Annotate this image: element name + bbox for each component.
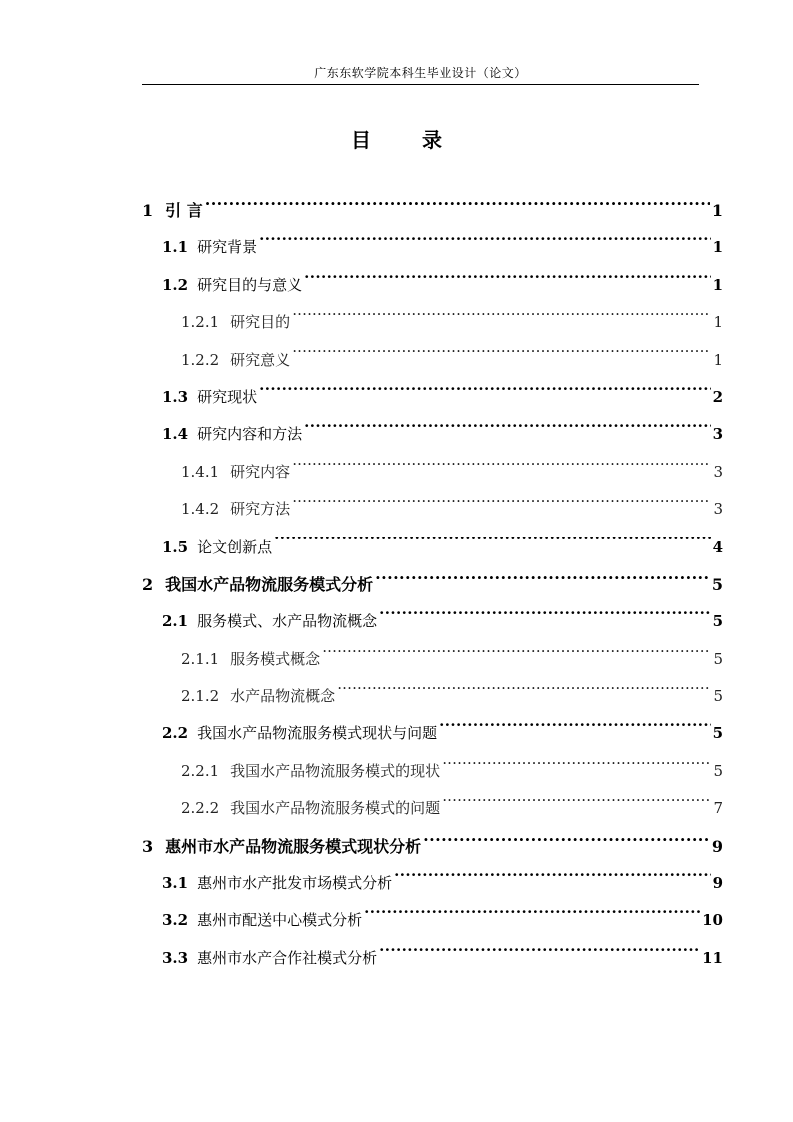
toc-leader-dots [442,798,711,813]
toc-entry-page: 1 [712,238,723,257]
toc-leader-dots [322,649,711,664]
toc-entry[interactable] [142,529,723,566]
toc-entry[interactable] [142,940,723,977]
toc-leader-dots [292,312,711,327]
toc-entry-page: 5 [713,761,723,780]
toc-leader-dots [439,723,710,738]
toc-entry-title: 惠州市水产品物流服务模式现状分析 [165,836,422,856]
toc-entry-title: 研究背景 [197,238,258,257]
toc-entry-title: 我国水产品物流服务模式分析 [165,574,374,594]
toc-entry-title: 惠州市水产合作社模式分析 [197,948,378,967]
toc-entry-page: 3 [713,462,723,481]
toc-leader-dots [274,537,710,552]
toc-entry-number: 1.2.1 [181,313,220,332]
toc-entry-title: 论文创新点 [197,537,273,556]
toc-entry-title: 研究内容 [230,462,291,481]
toc-entry-title: 研究意义 [230,350,291,369]
toc-leader-dots [337,686,711,701]
toc-leader-dots [292,499,711,514]
toc-entry-title: 研究方法 [230,500,291,519]
toc-entry-number: 1.4.1 [181,462,220,481]
table-of-contents [142,192,723,977]
toc-entry-title: 我国水产品物流服务模式现状与问题 [197,724,438,743]
toc-entry-number: 1.3 [162,387,189,406]
toc-entry-page: 5 [713,687,723,706]
toc-entry-number: 1.5 [162,537,189,556]
toc-entry-title: 惠州市水产批发市场模式分析 [197,874,393,893]
toc-entry-title: 我国水产品物流服务模式的问题 [230,799,441,818]
toc-leader-dots [292,462,711,477]
page-header: 广东东软学院本科生毕业设计（论文） [314,66,527,80]
toc-leader-dots [259,387,710,402]
toc-entry-number: 3 [142,836,154,856]
toc-entry-number: 1.1 [162,238,189,257]
toc-entry-page: 3 [713,500,723,519]
toc-entry[interactable] [142,828,723,865]
toc-entry-title: 研究内容和方法 [197,425,303,444]
toc-entry[interactable] [142,229,723,266]
toc-entry-page: 10 [702,911,723,930]
toc-leader-dots [375,574,710,590]
toc-entry-title: 服务模式、水产品物流概念 [197,612,378,631]
toc-entry-title: 我国水产品物流服务模式的现状 [230,761,441,780]
toc-entry-title: 研究现状 [197,387,258,406]
toc-entry[interactable] [142,790,723,827]
toc-entry-title: 服务模式概念 [230,649,321,668]
toc-entry-page: 9 [712,874,723,893]
toc-leader-dots [259,237,710,252]
toc-entry-number: 3.2 [162,911,189,930]
toc-entry-number: 1.4 [162,425,189,444]
toc-entry-page: 4 [712,537,723,556]
toc-entry-number: 3.3 [162,948,189,967]
toc-entry[interactable] [142,304,723,341]
toc-entry-title: 研究目的 [230,313,291,332]
toc-entry-number: 1 [142,201,154,220]
toc-entry-page: 3 [712,425,723,444]
toc-entry[interactable] [142,678,723,715]
page-title: 目 录 [351,128,464,152]
toc-leader-dots [364,910,700,925]
toc-entry-page: 1 [713,313,723,332]
toc-entry-title: 研究目的与意义 [197,275,303,294]
toc-leader-dots [379,948,700,963]
toc-entry-page: 7 [713,799,723,818]
toc-entry[interactable] [142,865,723,902]
toc-entry-title: 惠州市配送中心模式分析 [197,911,363,930]
toc-entry[interactable] [142,454,723,491]
toc-entry[interactable] [142,416,723,453]
toc-entry[interactable] [142,267,723,304]
toc-entry-page: 11 [702,948,723,967]
toc-entry-page: 2 [712,387,723,406]
toc-entry-number: 2.1.1 [181,649,220,668]
toc-entry-number: 1.2.2 [181,350,220,369]
toc-entry-number: 2.1 [162,612,189,631]
toc-leader-dots [292,350,711,365]
header-rule [142,84,699,85]
toc-entry-title: 引 言 [165,201,203,220]
toc-entry-page: 9 [711,836,723,856]
toc-leader-dots [304,424,710,439]
toc-entry[interactable] [142,715,723,752]
toc-entry-number: 2.2.2 [181,799,220,818]
toc-entry-number: 1.4.2 [181,500,220,519]
toc-entry[interactable] [142,753,723,790]
toc-leader-dots [205,200,710,216]
toc-entry[interactable] [142,902,723,939]
toc-entry-title: 水产品物流概念 [230,687,336,706]
toc-entry[interactable] [142,603,723,640]
toc-entry-number: 1.2 [162,275,189,294]
toc-leader-dots [442,761,711,776]
toc-entry-number: 2 [142,574,154,594]
toc-entry[interactable] [142,641,723,678]
toc-entry-page: 1 [711,201,723,220]
toc-entry-number: 2.1.2 [181,687,220,706]
toc-entry-page: 5 [713,649,723,668]
toc-entry-number: 3.1 [162,874,189,893]
toc-leader-dots [394,873,710,888]
toc-entry[interactable] [142,491,723,528]
toc-entry[interactable] [142,342,723,379]
toc-entry-page: 5 [712,612,723,631]
toc-entry-page: 1 [713,350,723,369]
toc-leader-dots [379,611,710,626]
toc-entry-number: 2.2 [162,724,189,743]
toc-entry[interactable] [142,192,723,229]
toc-entry[interactable] [142,379,723,416]
toc-entry-number: 2.2.1 [181,761,220,780]
toc-entry[interactable] [142,566,723,603]
toc-leader-dots [423,836,710,852]
toc-entry-page: 5 [711,574,723,594]
toc-leader-dots [304,275,710,290]
toc-entry-page: 1 [712,275,723,294]
toc-entry-page: 5 [712,724,723,743]
